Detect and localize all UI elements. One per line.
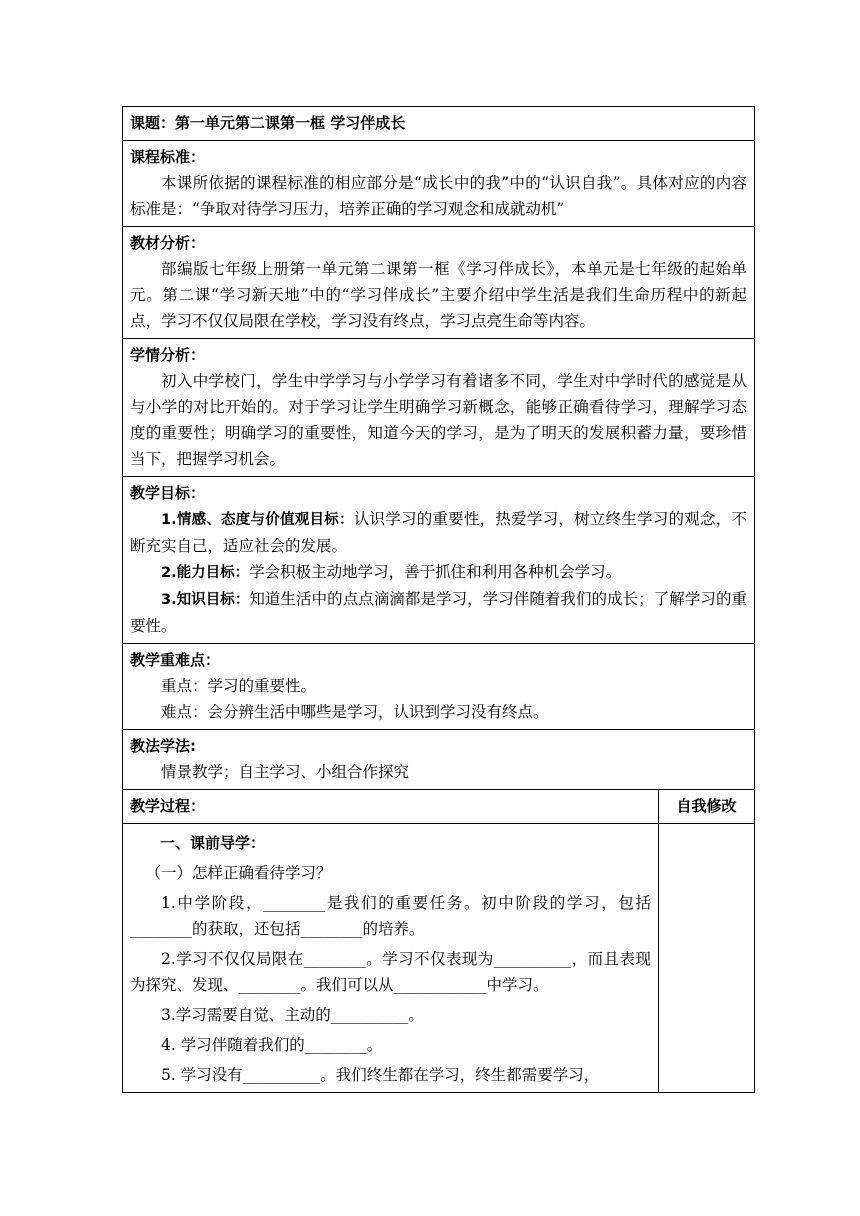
goal-item	[130, 506, 747, 559]
goal-text: 知道生活中的点点滴滴都是学习，学习伴随着我们的成长；了解学习的重要性。	[130, 590, 747, 635]
goal-text: 学会积极主动地学习，善于抓住和利用各种机会学习。	[249, 563, 622, 581]
material-analysis-heading: 教材分析：	[130, 234, 206, 252]
methods-text: 情景教学；自主学习、小组合作探究	[161, 763, 410, 781]
self-revision-cell	[659, 824, 755, 1093]
student-analysis-heading: 学情分析：	[130, 346, 206, 364]
methods-cell	[123, 730, 755, 790]
goal-text: 认识学习的重要性，热爱学习，树立终生学习的观念，不断充实自己，适应社会的发展。	[130, 510, 748, 555]
process-heading: 教学过程：	[123, 790, 659, 824]
course-standard-heading: 课程标准：	[130, 148, 206, 166]
fill-blank-item: 4. 学习伴随着我们的________。	[161, 1036, 383, 1054]
lesson-plan	[122, 106, 754, 1093]
self-revision-heading: 自我修改	[659, 790, 755, 824]
key-point-difficulty: 难点：会分辨生活中哪些是学习，认识到学习没有终点。	[161, 703, 549, 721]
goal-label: 2.能力目标：	[161, 565, 250, 581]
pre-class-guide-title: 一、课前导学：	[160, 834, 266, 852]
key-point-focus: 重点：学习的重要性。	[161, 677, 317, 695]
goal-label: 3.知识目标：	[161, 592, 250, 608]
student-analysis-text: 初入中学校门，学生中学学习与小学学习有着诸多不同，学生对中学时代的感觉是从与小学的对比开始的。对于学习让学生明确学习新概念，能够正确看待学习，理解学习态度的重要性；明确学习的重要性，知道今天的学习，是为了明天的发展积蓄力量，要珍惜当下，把握学习机会。	[130, 372, 748, 468]
teaching-goals-cell	[123, 477, 755, 644]
material-analysis-text: 部编版七年级上册第一单元第二课第一框《学习伴成长》，本单元是七年级的起始单元。第二课“学习新天地”中的“学习伴成长”主要介绍中学生活是我们生命历程中的新起点，学习不仅仅局限在学校，学习没有终点，学习点亮生命等内容。	[130, 260, 748, 330]
fill-blank-item: 3.学习需要自觉、主动的__________。	[161, 1006, 424, 1024]
key-points-cell	[123, 644, 755, 730]
process-content-cell	[123, 824, 659, 1093]
material-analysis-cell	[123, 227, 755, 339]
goal-item	[130, 559, 747, 586]
fill-blank-item: 1.中学阶段，________是我们的重要任务。初中阶段的学习，包括________的获取，还包括________的培养。	[130, 894, 651, 938]
fill-blank-item: 5. 学习没有__________。我们终生都在学习，终生都需要学习，	[161, 1066, 600, 1084]
student-analysis-cell	[123, 339, 755, 477]
course-standard-text: 本课所依据的课程标准的相应部分是“成长中的我”中的“认识自我”。具体对应的内容标准是：“争取对待学习压力，培养正确的学习观念和成就动机”	[130, 174, 748, 218]
methods-heading: 教法学法:	[130, 737, 196, 755]
fill-blank-item: 2.学习不仅仅局限在________。学习不仅表现为__________，而且表现为探究、发现、________。我们可以从____________中学习。	[130, 950, 651, 994]
course-standard-cell	[123, 141, 755, 227]
teaching-goals-heading: 教学目标：	[130, 484, 206, 502]
lesson-title: 课题：第一单元第二课第一框 学习伴成长	[123, 107, 755, 141]
goal-item	[130, 586, 747, 639]
key-points-heading: 教学重难点：	[130, 651, 221, 669]
question-title: （一）怎样正确看待学习？	[145, 864, 332, 882]
lesson-plan-table	[122, 106, 755, 1093]
goal-label: 1.情感、态度与价值观目标：	[161, 512, 354, 528]
